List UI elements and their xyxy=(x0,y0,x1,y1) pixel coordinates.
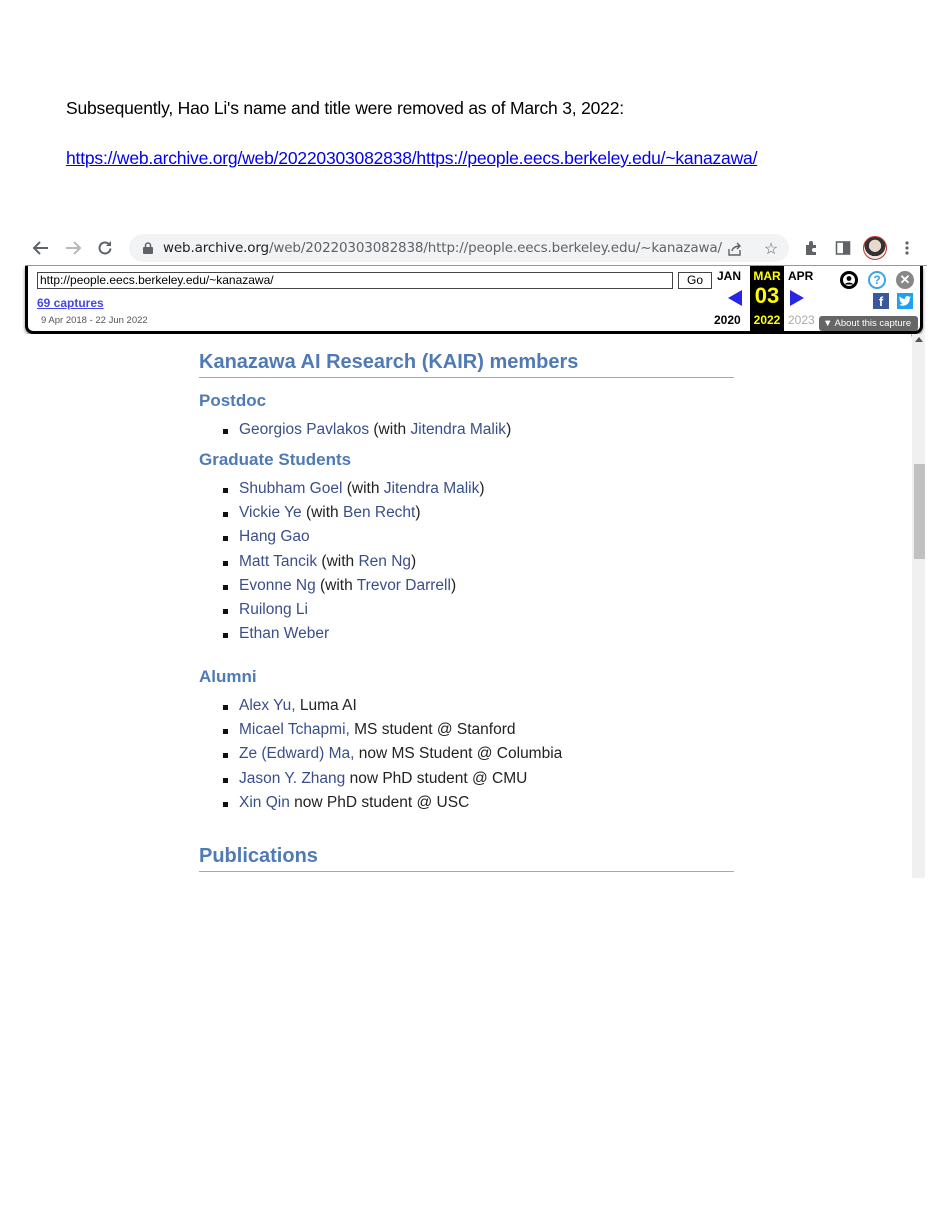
paren-text: ) xyxy=(415,504,421,522)
advisor-link[interactable]: Trevor Darrell xyxy=(356,576,451,594)
current-day: 03 xyxy=(754,283,780,308)
prev-capture-arrow-icon[interactable] xyxy=(728,290,742,306)
wayback-go-button[interactable]: Go xyxy=(678,272,712,289)
paren-text: ) xyxy=(411,552,417,570)
captures-link[interactable]: 69 captures xyxy=(37,296,104,310)
next-month-label[interactable]: APR xyxy=(788,269,814,283)
facebook-icon[interactable]: f xyxy=(873,293,889,309)
side-panel-icon[interactable] xyxy=(831,236,855,260)
list-item xyxy=(223,794,562,818)
about-capture-button[interactable] xyxy=(819,316,918,331)
list-item xyxy=(223,721,562,745)
list-item xyxy=(223,480,485,504)
twitter-icon[interactable] xyxy=(897,293,913,309)
forward-icon[interactable] xyxy=(61,236,85,260)
paren-text: ) xyxy=(479,480,485,497)
url-host: web.archive.org xyxy=(163,240,269,256)
wayback-toolbar xyxy=(25,266,923,334)
member-link[interactable]: Micael Tchapmi, xyxy=(239,721,350,739)
extensions-icon[interactable] xyxy=(799,236,823,260)
next-capture-arrow-icon[interactable] xyxy=(790,290,804,306)
reload-icon[interactable] xyxy=(93,236,117,260)
member-link[interactable]: Ruilong Li xyxy=(239,600,308,618)
member-link[interactable]: Shubham Goel xyxy=(239,480,343,497)
list-item xyxy=(223,770,562,794)
with-text: (with xyxy=(369,421,411,438)
url-path: /web/20220303082838/http://people.eecs.berkeley.edu/~kanazawa/ xyxy=(268,240,722,256)
postdoc-list xyxy=(223,421,511,445)
alumni-note: now PhD student @ CMU xyxy=(345,769,528,787)
profile-avatar[interactable] xyxy=(863,236,887,260)
list-item xyxy=(223,421,511,445)
advisor-link[interactable]: Ben Recht xyxy=(342,504,416,522)
advisor-link[interactable]: Jitendra Malik xyxy=(383,480,480,497)
advisor-link[interactable]: Jitendra Malik xyxy=(410,421,507,438)
list-item xyxy=(223,697,562,721)
member-link[interactable]: Vickie Ye xyxy=(239,504,302,522)
browser-toolbar xyxy=(25,230,927,266)
publications-heading: Publications xyxy=(199,845,734,872)
list-item xyxy=(223,625,485,649)
current-month: MAR xyxy=(753,269,781,283)
member-link[interactable]: Ze (Edward) Ma, xyxy=(239,745,355,763)
with-text: (with xyxy=(342,480,384,497)
document-intro-text: Subsequently, Hao Li's name and title were removed as of March 3, 2022: xyxy=(66,98,624,118)
address-url xyxy=(163,240,722,256)
with-text: (with xyxy=(315,576,357,594)
member-link[interactable]: Xin Qin xyxy=(239,793,290,811)
close-icon[interactable]: ✕ xyxy=(896,271,914,289)
graduate-students-heading: Graduate Students xyxy=(199,450,352,469)
list-item xyxy=(223,528,485,552)
alumni-note: MS student @ Stanford xyxy=(349,721,516,739)
advisor-link[interactable]: Ren Ng xyxy=(358,552,412,570)
page-scrollbar[interactable] xyxy=(912,334,925,878)
paren-text: ) xyxy=(450,576,457,594)
wayback-url-input[interactable]: http://people.eecs.berkeley.edu/~kanazawa/ xyxy=(37,272,673,289)
lock-icon xyxy=(143,242,153,254)
alumni-note: now PhD student @ USC xyxy=(289,793,470,811)
scroll-up-arrow-icon[interactable] xyxy=(915,337,923,342)
postdoc-heading: Postdoc xyxy=(199,391,267,410)
back-icon[interactable] xyxy=(29,236,53,260)
star-icon[interactable]: ☆ xyxy=(763,241,779,258)
page-content xyxy=(25,334,911,878)
user-account-icon[interactable] xyxy=(840,271,858,289)
browser-window xyxy=(25,230,927,878)
member-link[interactable]: Alex Yu, xyxy=(239,697,296,714)
capture-date-range: 9 Apr 2018 - 22 Jun 2022 xyxy=(41,315,148,326)
menu-icon[interactable] xyxy=(895,236,919,260)
alumni-list xyxy=(223,697,562,818)
paren-text: ) xyxy=(506,421,512,438)
list-item xyxy=(223,553,485,577)
scroll-thumb[interactable] xyxy=(914,464,925,559)
prev-year-label[interactable]: 2020 xyxy=(714,313,741,327)
address-bar[interactable] xyxy=(129,234,789,262)
list-item xyxy=(223,504,485,528)
member-link[interactable]: Jason Y. Zhang xyxy=(239,769,346,787)
alumni-note: now MS Student @ Columbia xyxy=(354,745,563,763)
graduate-students-list xyxy=(223,480,485,649)
list-item xyxy=(223,745,562,769)
current-year: 2022 xyxy=(753,313,781,327)
with-text: (with xyxy=(317,552,359,570)
list-item xyxy=(223,577,485,601)
member-link[interactable]: Hang Gao xyxy=(239,528,310,546)
member-link[interactable]: Georgios Pavlakos xyxy=(239,421,370,438)
member-link[interactable]: Matt Tancik xyxy=(239,552,318,570)
help-icon[interactable]: ? xyxy=(868,271,886,289)
next-year-label: 2023 xyxy=(788,313,815,327)
alumni-heading: Alumni xyxy=(199,667,257,686)
about-capture-label: About this capture xyxy=(834,318,912,329)
alumni-note: Luma AI xyxy=(295,697,357,714)
triangle-down-icon: ▼ xyxy=(823,318,835,329)
with-text: (with xyxy=(301,504,343,522)
archive-link[interactable]: https://web.archive.org/web/20220303082838/https://people.eecs.berkeley.edu/~kanazawa/ xyxy=(66,148,758,168)
current-capture-date xyxy=(750,266,784,331)
list-item xyxy=(223,601,485,625)
members-heading: Kanazawa AI Research (KAIR) members xyxy=(199,351,734,378)
prev-month-label[interactable]: JAN xyxy=(717,269,742,283)
member-link[interactable]: Evonne Ng xyxy=(239,576,316,594)
share-icon[interactable] xyxy=(725,239,745,259)
member-link[interactable]: Ethan Weber xyxy=(239,625,330,643)
